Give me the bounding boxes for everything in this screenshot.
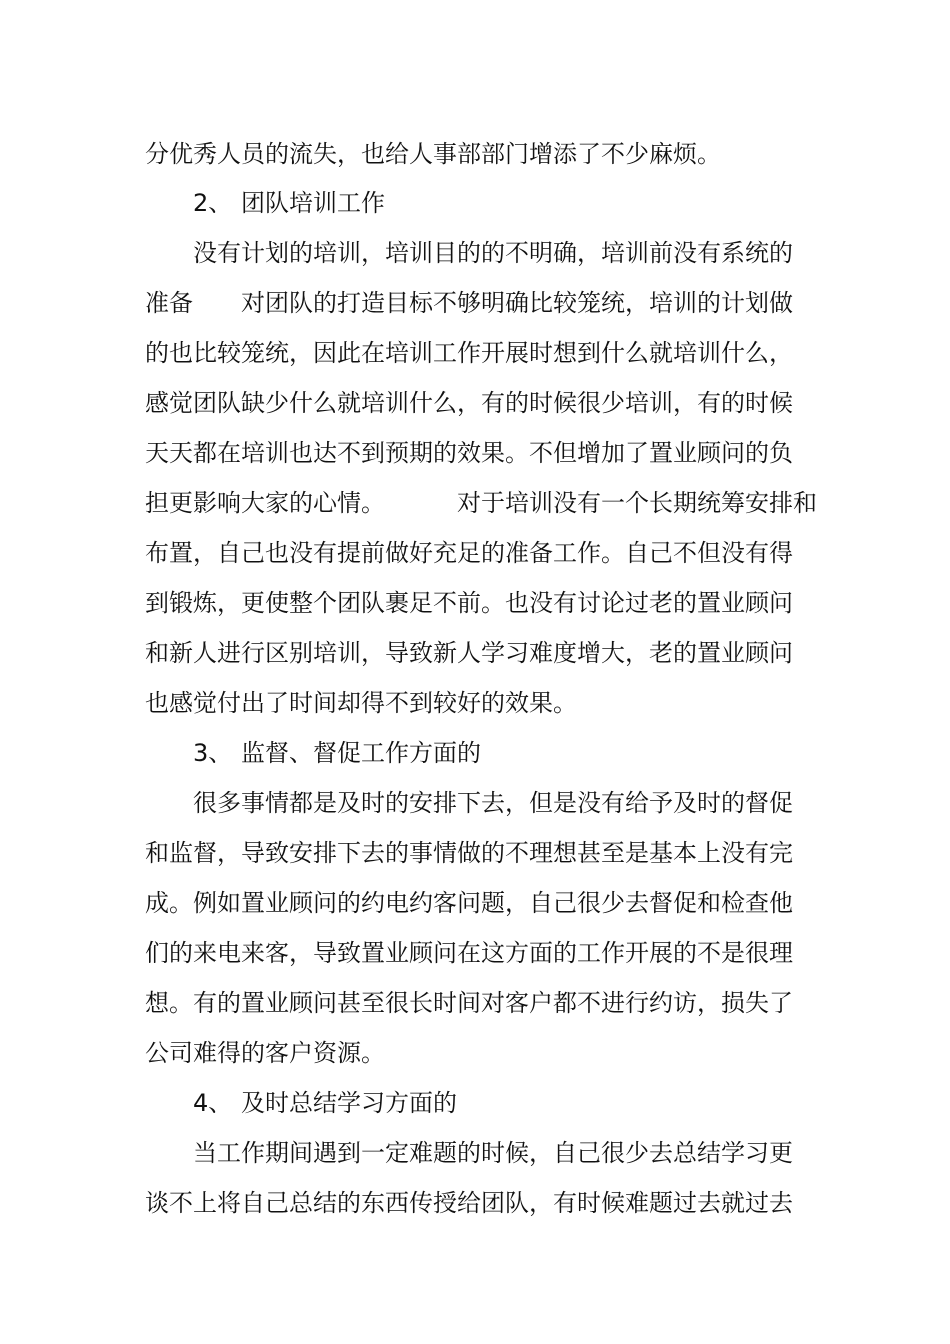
paragraph-line: 天天都在培训也达不到预期的效果。不但增加了置业顾问的负 bbox=[145, 439, 793, 467]
heading-number: 3、 bbox=[193, 739, 233, 767]
text-run: 对团队的打造目标不够明确比较笼统，培训的计划做 bbox=[241, 289, 793, 317]
paragraph-line: 布置，自己也没有提前做好充足的准备工作。自己不但没有得 bbox=[145, 539, 793, 567]
heading-title: 团队培训工作 bbox=[241, 189, 385, 217]
paragraph-line: 没有计划的培训，培训目的的不明确，培训前没有系统的 bbox=[193, 239, 793, 267]
heading-title: 监督、督促工作方面的 bbox=[241, 739, 481, 767]
paragraph-line: 的也比较笼统，因此在培训工作开展时想到什么就培训什么， bbox=[145, 339, 793, 367]
paragraph-line: 感觉团队缺少什么就培训什么，有的时候很少培训，有的时候 bbox=[145, 389, 793, 417]
text-run: 对于培训没有一个长期统筹安排和 bbox=[457, 489, 817, 517]
heading-number: 4、 bbox=[193, 1089, 233, 1117]
paragraph-line: 和监督，导致安排下去的事情做的不理想甚至是基本上没有完 bbox=[145, 839, 793, 867]
paragraph-line bbox=[145, 488, 817, 518]
text-run: 准备 bbox=[145, 289, 193, 317]
paragraph-line: 谈不上将自己总结的东西传授给团队，有时候难题过去就过去 bbox=[145, 1189, 793, 1217]
paragraph-line: 当工作期间遇到一定难题的时候，自己很少去总结学习更 bbox=[193, 1139, 793, 1167]
paragraph-line: 到锻炼，更使整个团队裹足不前。也没有讨论过老的置业顾问 bbox=[145, 589, 793, 617]
paragraph-line bbox=[145, 288, 793, 318]
paragraph-line: 公司难得的客户资源。 bbox=[145, 1039, 385, 1067]
section-heading-2 bbox=[193, 188, 385, 218]
section-heading-4 bbox=[193, 1088, 457, 1118]
paragraph-line: 想。有的置业顾问甚至很长时间对客户都不进行约访，损失了 bbox=[145, 989, 793, 1017]
heading-number: 2、 bbox=[193, 189, 233, 217]
text-run: 担更影响大家的心情。 bbox=[145, 489, 385, 517]
paragraph-line: 们的来电来客，导致置业顾问在这方面的工作开展的不是很理 bbox=[145, 939, 793, 967]
section-heading-3 bbox=[193, 738, 481, 768]
heading-title: 及时总结学习方面的 bbox=[241, 1089, 457, 1117]
paragraph-line: 分优秀人员的流失，也给人事部部门增添了不少麻烦。 bbox=[145, 140, 721, 168]
paragraph-line: 很多事情都是及时的安排下去，但是没有给予及时的督促 bbox=[193, 789, 793, 817]
paragraph-line: 也感觉付出了时间却得不到较好的效果。 bbox=[145, 689, 577, 717]
paragraph-line: 成。例如置业顾问的约电约客问题，自己很少去督促和检查他 bbox=[145, 889, 793, 917]
paragraph-line: 和新人进行区别培训，导致新人学习难度增大，老的置业顾问 bbox=[145, 639, 793, 667]
